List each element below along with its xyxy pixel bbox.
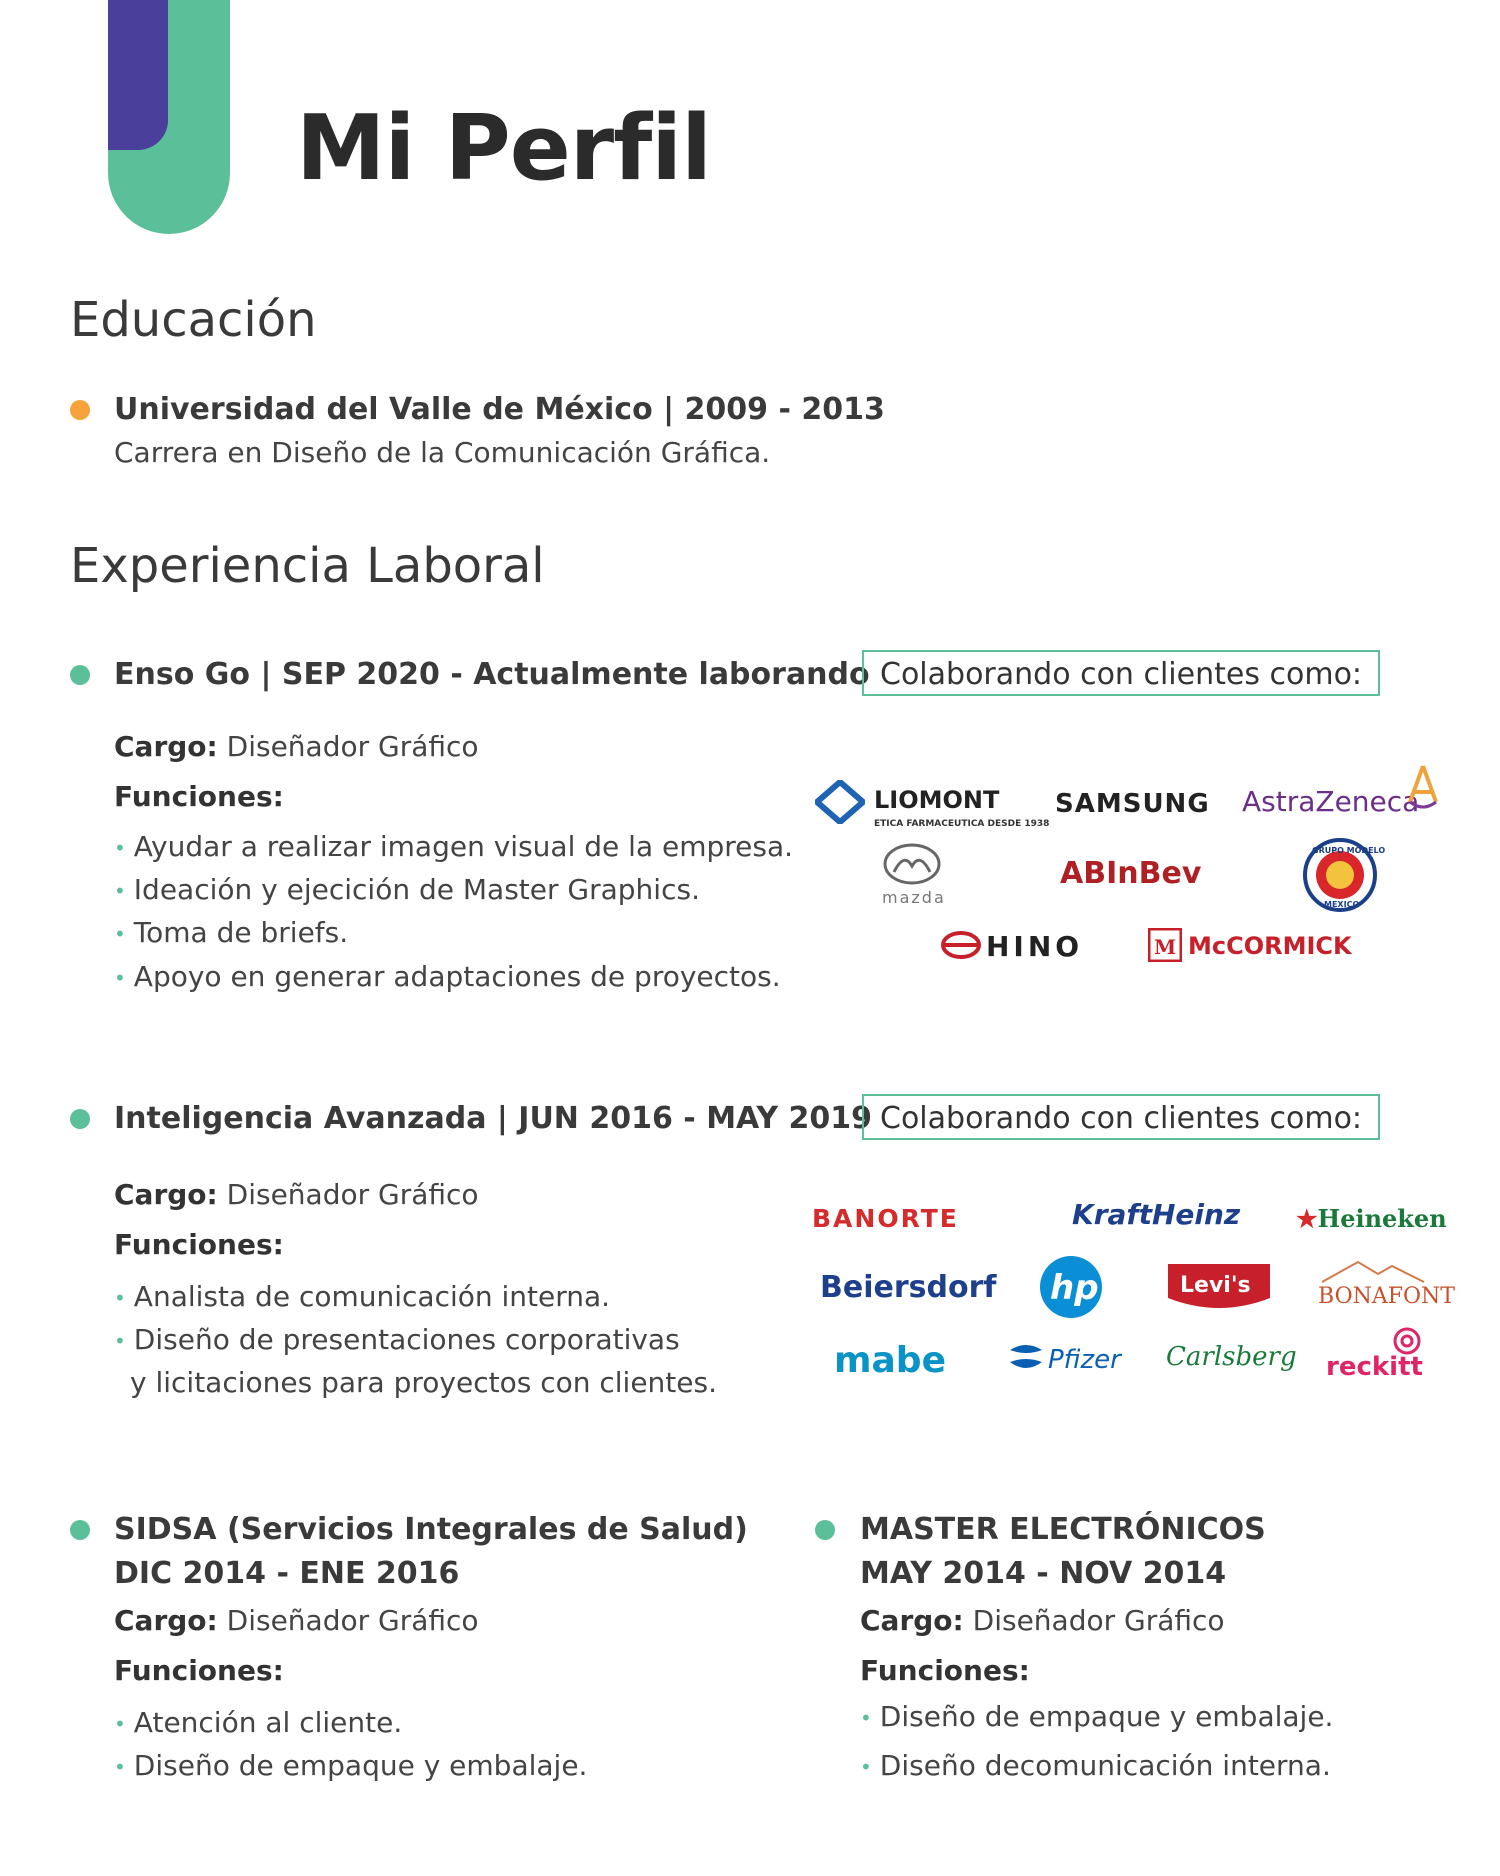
mazda-text: mazda [882, 888, 946, 907]
funciones-label: Funciones: [860, 1654, 1030, 1687]
cargo-label: Cargo: [114, 1178, 218, 1211]
cargo-label: Cargo: [860, 1604, 964, 1637]
mabe-logo: mabe [834, 1340, 946, 1381]
job-title-line2: MAY 2014 - NOV 2014 [860, 1556, 1227, 1591]
job-title-line1: MASTER ELECTRÓNICOS [860, 1512, 1266, 1547]
job-cargo [860, 1604, 1225, 1637]
job-title: Inteligencia Avanzada | JUN 2016 - MAY 2019 [114, 1101, 873, 1136]
education-bullet-icon [70, 400, 90, 420]
hino-text: HINO [986, 930, 1084, 963]
function-item: • Ideación y ejecición de Master Graphics. [114, 873, 700, 906]
reckitt-swirl-icon [1392, 1326, 1422, 1360]
job-cargo [114, 1604, 479, 1637]
clients-label-box: Colaborando con clientes como: [862, 650, 1380, 696]
svg-text:M: M [1154, 935, 1177, 959]
function-item: • Diseño de empaque y embalaje. [860, 1700, 1334, 1733]
heineken-logo: ★Heineken [1296, 1204, 1447, 1233]
function-item: • Apoyo en generar adaptaciones de proyectos. [114, 960, 781, 993]
beiersdorf-logo: Beiersdorf [820, 1270, 997, 1305]
function-item: • Diseño decomunicación interna. [860, 1749, 1331, 1782]
cargo-value: Diseñador Gráfico [217, 730, 479, 763]
job-bullet-icon [70, 1520, 90, 1540]
cargo-value: Diseñador Gráfico [217, 1178, 479, 1211]
kraftheinz-logo: KraftHeinz [1072, 1198, 1241, 1231]
abinbev-logo: ABInBev [1060, 856, 1202, 891]
function-item-continuation: y licitaciones para proyectos con clientes. [130, 1366, 717, 1399]
hp-logo [1038, 1254, 1104, 1324]
job-bullet-icon [70, 1109, 90, 1129]
job-title: Enso Go | SEP 2020 - Actualmente laborando [114, 657, 870, 692]
job-title-line2: DIC 2014 - ENE 2016 [114, 1556, 460, 1591]
header-logo [108, 0, 230, 234]
pfizer-symbol-icon [1006, 1340, 1046, 1378]
function-item: • Diseño de empaque y embalaje. [114, 1749, 588, 1782]
mccormick-text: McCORMICK [1188, 932, 1352, 960]
function-item: • Atención al cliente. [114, 1706, 403, 1739]
carlsberg-logo: Carlsberg [1166, 1342, 1297, 1372]
grupo-modelo-text: GRUPO MODELO [1312, 846, 1386, 855]
svg-text:hp: hp [1050, 1268, 1099, 1308]
reckitt-logo: reckitt [1326, 1352, 1423, 1382]
cargo-label: Cargo: [114, 1604, 218, 1637]
education-subtitle: Carrera en Diseño de la Comunicación Gráfica. [114, 436, 771, 469]
function-item: • Analista de comunicación interna. [114, 1280, 611, 1313]
function-item: • Diseño de presentaciones corporativas [114, 1323, 680, 1356]
grupo-modelo-country: MEXICO [1324, 900, 1360, 909]
levis-logo [1166, 1262, 1272, 1318]
banorte-logo: BANORTE [812, 1204, 959, 1233]
function-item: • Ayudar a realizar imagen visual de la empresa. [114, 830, 794, 863]
bonafont-text: BONAFONT [1318, 1284, 1455, 1309]
job-cargo [114, 730, 479, 763]
liomont-logo [815, 780, 865, 824]
hino-symbol-icon [940, 930, 982, 964]
mccormick-symbol-icon [1148, 928, 1182, 966]
cargo-label: Cargo: [114, 730, 218, 763]
pfizer-text: Pfizer [1048, 1345, 1121, 1375]
liomont-text: LIOMONT ETICA FARMACEUTICA DESDE 1938 [874, 786, 1050, 829]
funciones-label: Funciones: [114, 1228, 284, 1261]
funciones-label: Funciones: [114, 780, 284, 813]
job-cargo [114, 1178, 479, 1211]
samsung-logo: SAMSUNG [1055, 789, 1210, 819]
clients-label-box: Colaborando con clientes como: [862, 1094, 1380, 1140]
job-bullet-icon [70, 665, 90, 685]
function-item: • Toma de briefs. [114, 916, 349, 949]
job-bullet-icon [815, 1520, 835, 1540]
svg-text:Levi's: Levi's [1180, 1273, 1251, 1298]
astrazeneca-logo: AstraZeneca [1242, 785, 1420, 818]
education-title: Universidad del Valle de México | 2009 - 2013 [114, 392, 885, 427]
funciones-label: Funciones: [114, 1654, 284, 1687]
job-title-line1: SIDSA (Servicios Integrales de Salud) [114, 1512, 748, 1547]
cargo-value: Diseñador Gráfico [963, 1604, 1225, 1637]
cargo-value: Diseñador Gráfico [217, 1604, 479, 1637]
astrazeneca-symbol-icon [1406, 764, 1440, 816]
experience-heading: Experiencia Laboral [70, 538, 545, 594]
mazda-symbol-icon [882, 842, 942, 890]
page-title: Mi Perfil [296, 96, 711, 201]
education-heading: Educación [70, 292, 317, 348]
